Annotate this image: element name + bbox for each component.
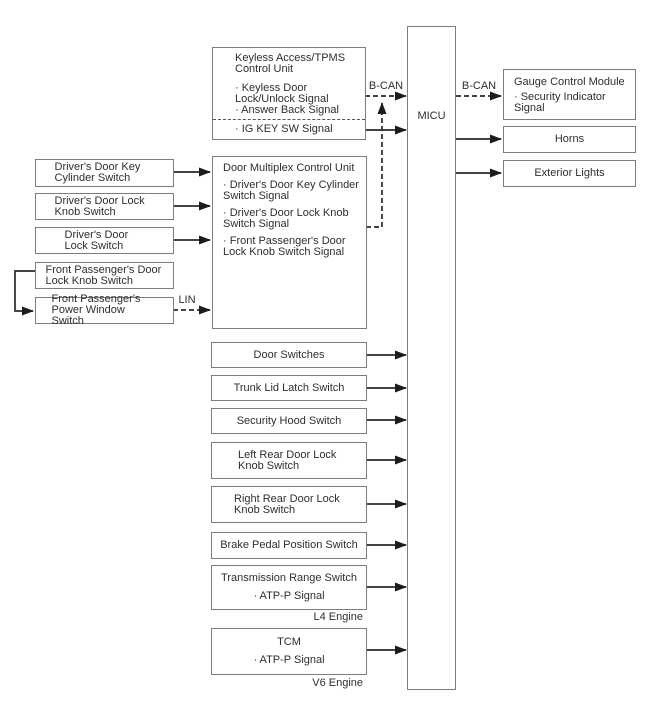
box-label: Door Switches: [253, 348, 325, 361]
bcan-right-label: B-CAN: [461, 80, 497, 92]
keyless-signal-answer-back: · Answer Back Signal: [235, 104, 339, 116]
gauge-title: Gauge Control Module: [514, 76, 625, 88]
driver-door-key-cylinder-switch-box: [35, 159, 174, 187]
l4-engine-caption: L4 Engine: [313, 611, 363, 623]
driver-door-lock-switch-box: [35, 227, 174, 254]
door-switches-box: [211, 342, 367, 368]
box-label: Driver's Door Lock Knob Switch: [54, 194, 145, 218]
box-label: Security Hood Switch: [236, 414, 342, 427]
transmission-title: Transmission Range Switch: [221, 572, 357, 584]
v6-engine-caption: V6 Engine: [312, 677, 363, 689]
gauge-security-indicator-signal: · Security Indicator Signal: [514, 91, 606, 114]
driver-door-lock-knob-switch-box: [35, 193, 174, 220]
box-label: Driver's Door Lock Switch: [64, 228, 129, 252]
horns-box: [503, 126, 636, 153]
front-passenger-power-window-switch-box: [35, 293, 174, 327]
right-rear-door-lock-knob-switch-box: [211, 486, 367, 523]
bcan-left-label: B-CAN: [368, 80, 404, 92]
wire-multiplex-bcan: [366, 103, 382, 227]
keyless-access-tpms-box: [212, 47, 366, 140]
transmission-atpp-signal: · ATP-P Signal: [253, 590, 325, 602]
box-label: Front Passenger's Power Window Switch: [51, 293, 141, 327]
tcm-box: [211, 628, 367, 675]
tcm-atpp-signal: · ATP-P Signal: [253, 654, 325, 666]
front-passenger-door-lock-knob-switch-box: [35, 262, 174, 289]
box-label: Trunk Lid Latch Switch: [233, 381, 345, 394]
box-label: Brake Pedal Position Switch: [220, 539, 358, 551]
transmission-range-switch-box: [211, 565, 367, 610]
gauge-control-module-box: [503, 69, 636, 120]
box-label: Right Rear Door Lock Knob Switch: [234, 492, 340, 516]
box-label: Left Rear Door Lock Knob Switch: [238, 448, 337, 472]
ig-key-sw-signal: · IG KEY SW Signal: [213, 119, 365, 139]
trunk-lid-latch-switch-box: [211, 375, 367, 401]
multiplex-signal-passenger-knob: · Front Passenger's Door Lock Knob Switch Signal: [223, 235, 346, 258]
box-label: Driver's Door Key Cylinder Switch: [54, 161, 141, 184]
lin-label: LIN: [178, 294, 196, 306]
wire-passenger-bracket: [15, 271, 35, 311]
brake-pedal-position-switch-box: [211, 532, 367, 559]
door-multiplex-box: [212, 156, 367, 329]
keyless-signal-lock-unlock: · Keyless Door Lock/Unlock Signal: [235, 82, 329, 105]
exterior-lights-box: [503, 160, 636, 187]
micu-box: [407, 26, 456, 690]
micu-label: MICU: [417, 110, 446, 122]
box-label: Exterior Lights: [534, 167, 605, 179]
keyless-title: Keyless Access/TPMS Control Unit: [235, 52, 346, 75]
left-rear-door-lock-knob-switch-box: [211, 442, 367, 479]
tcm-title: TCM: [277, 636, 301, 648]
multiplex-signal-key-cylinder: · Driver's Door Key Cylinder Switch Signal: [223, 179, 359, 202]
multiplex-signal-lock-knob: · Driver's Door Lock Knob Switch Signal: [223, 207, 349, 230]
door-multiplex-title: Door Multiplex Control Unit: [223, 162, 355, 174]
box-label: Horns: [554, 133, 585, 145]
box-label: Front Passenger's Door Lock Knob Switch: [45, 263, 162, 287]
security-hood-switch-box: [211, 408, 367, 434]
